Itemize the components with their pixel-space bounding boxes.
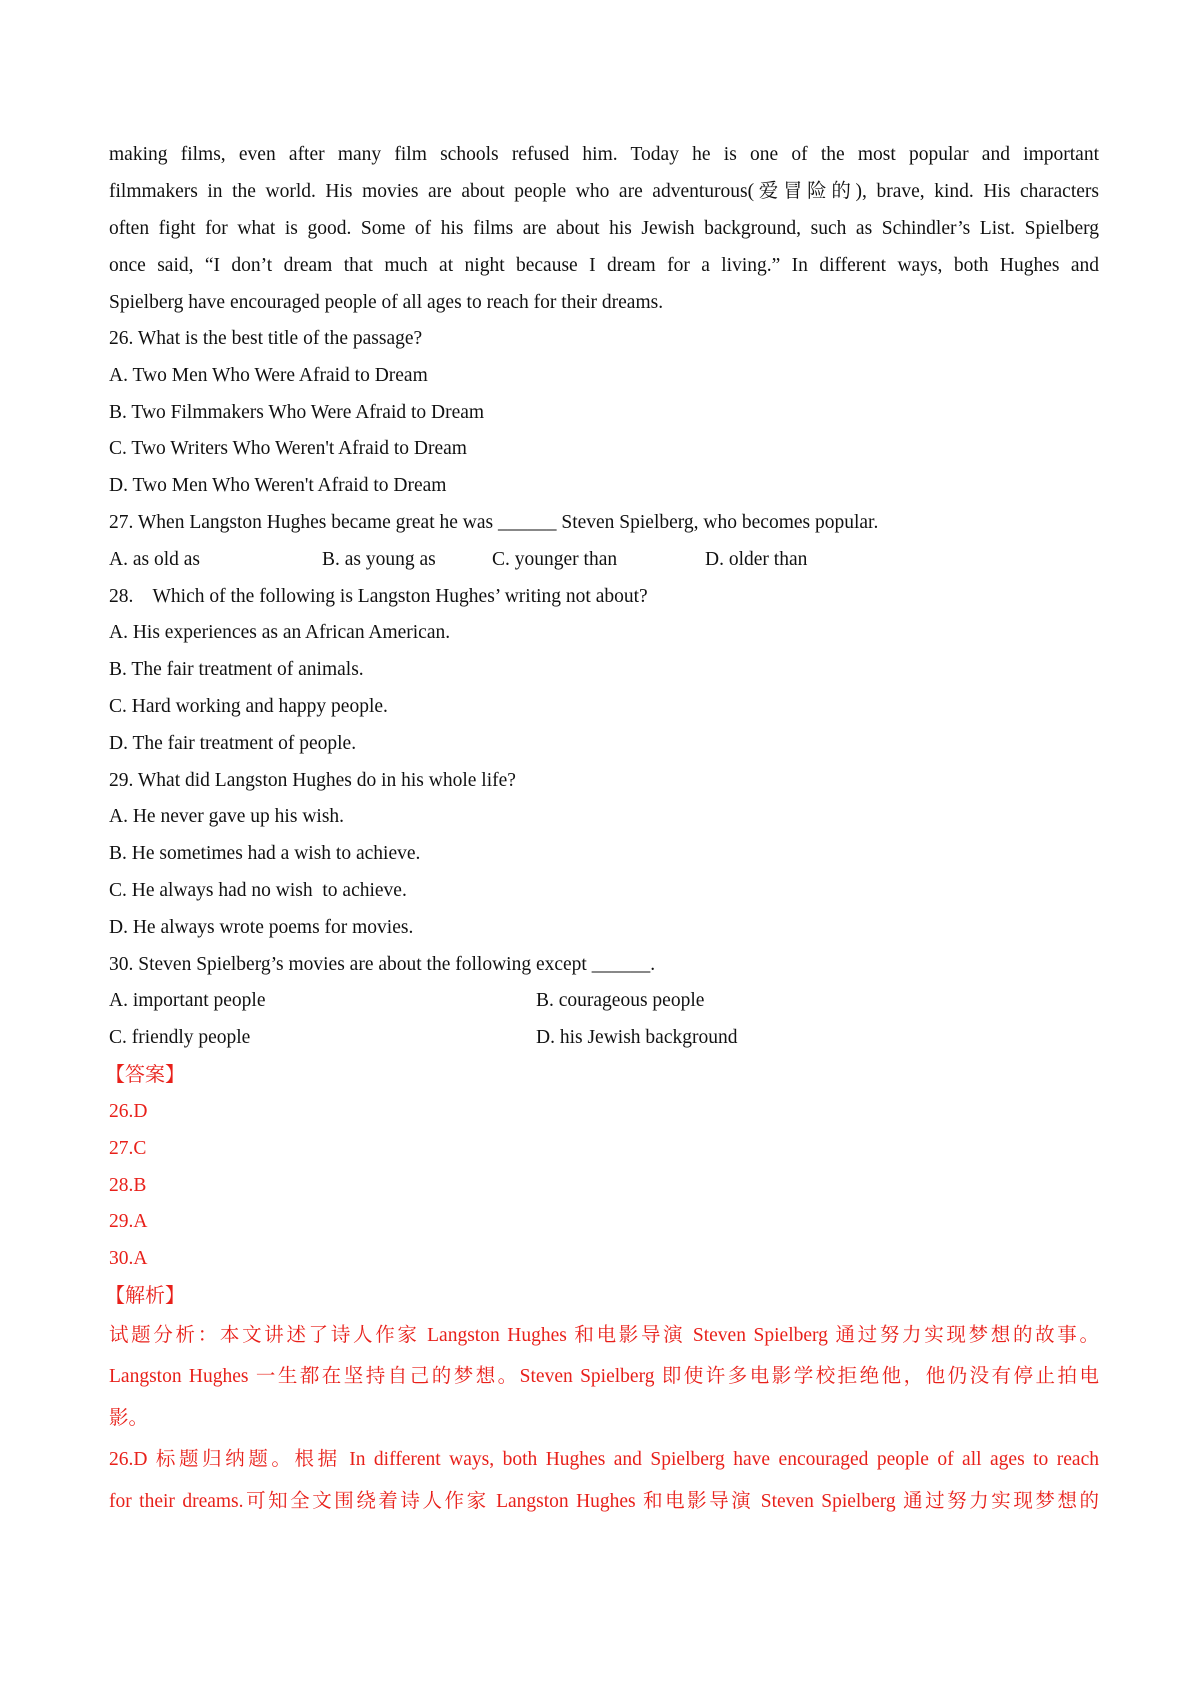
analysis-line: for their dreams.可知全文围绕着诗人作家 Langston Hughes 和电影导演 Steven Spielberg 通过努力实现梦想的 — [109, 1490, 1099, 1512]
analysis-line: Langston Hughes 一生都在坚持自己的梦想。Steven Spielberg 即使许多电影学校拒绝他，他仍没有停止拍电 — [109, 1366, 1099, 1388]
option: D. older than — [705, 548, 808, 570]
question-26 — [109, 321, 1099, 505]
passage-line: filmmakers in the world. His movies are about people who are adventurous(爱冒险的), brave, kind. His characters — [109, 181, 1099, 202]
option: B. as young as — [322, 548, 436, 570]
answer-item: 26.D — [109, 1100, 148, 1122]
passage-line: making films, even after many film schools refused him. Today he is one of the most popular and important — [109, 144, 1099, 165]
question-stem: 26. What is the best title of the passage? — [109, 328, 423, 349]
question-27 — [109, 505, 1099, 579]
analysis-line: 影。 — [109, 1407, 149, 1429]
question-29 — [109, 763, 1099, 947]
option: C. younger than — [492, 548, 618, 570]
passage-line: once said, “I don’t dream that much at night because I dream for a living.” In different ways, both Hughes and — [109, 255, 1099, 276]
answer-item: 27.C — [109, 1137, 147, 1159]
option: A. Two Men Who Were Afraid to Dream — [109, 364, 428, 386]
answers-section — [105, 1057, 1099, 1278]
analysis-line: 26.D 标题归纳题。根据 In different ways, both Hughes and Spielberg have encouraged people of all ages to reach — [109, 1449, 1099, 1471]
option-row — [109, 1020, 1099, 1057]
option-row — [109, 542, 1099, 579]
option: A. as old as — [109, 548, 200, 570]
option: A. important people — [109, 990, 266, 1012]
option: C. He always had no wish to achieve. — [109, 879, 407, 901]
question-stem: 29. What did Langston Hughes do in his whole life? — [109, 769, 516, 791]
analysis-line: 试题分析：本文讲述了诗人作家 Langston Hughes 和电影导演 Steven Spielberg 通过努力实现梦想的故事。 — [109, 1324, 1099, 1346]
option: D. his Jewish background — [536, 1027, 738, 1049]
document-page — [105, 136, 1099, 1522]
passage-line: Spielberg have encouraged people of all ages to reach for their dreams. — [109, 292, 664, 313]
question-stem: 28. Which of the following is Langston Hughes’ writing not about? — [109, 585, 648, 607]
option: A. He never gave up his wish. — [109, 806, 345, 828]
option-row — [109, 983, 1099, 1020]
option: B. The fair treatment of animals. — [109, 659, 364, 681]
passage — [109, 136, 1099, 321]
option: C. Two Writers Who Weren't Afraid to Dream — [109, 438, 467, 460]
analysis-section — [105, 1278, 1099, 1523]
option: B. courageous people — [536, 990, 705, 1012]
option: D. He always wrote poems for movies. — [109, 916, 414, 938]
option: C. friendly people — [109, 1027, 251, 1049]
option: B. Two Filmmakers Who Were Afraid to Dream — [109, 401, 485, 423]
option: A. His experiences as an African American. — [109, 622, 451, 644]
answer-item: 28.B — [109, 1174, 147, 1196]
answer-item: 30.A — [109, 1248, 148, 1270]
passage-line: often fight for what is good. Some of his films are about his Jewish background, such as Schindler’s List. Spielberg — [109, 218, 1099, 239]
question-stem: 27. When Langston Hughes became great he was ______ Steven Spielberg, who becomes popular. — [109, 511, 879, 533]
option: B. He sometimes had a wish to achieve. — [109, 843, 421, 865]
option: D. Two Men Who Weren't Afraid to Dream — [109, 475, 447, 497]
answer-item: 29.A — [109, 1211, 148, 1233]
option: C. Hard working and happy people. — [109, 695, 388, 717]
question-28 — [109, 579, 1099, 763]
option: D. The fair treatment of people. — [109, 732, 357, 754]
question-30 — [109, 947, 1099, 1057]
analysis-heading: 【解析】 — [105, 1284, 185, 1307]
question-stem: 30. Steven Spielberg’s movies are about the following except ______. — [109, 953, 656, 975]
answers-heading: 【答案】 — [105, 1063, 185, 1086]
